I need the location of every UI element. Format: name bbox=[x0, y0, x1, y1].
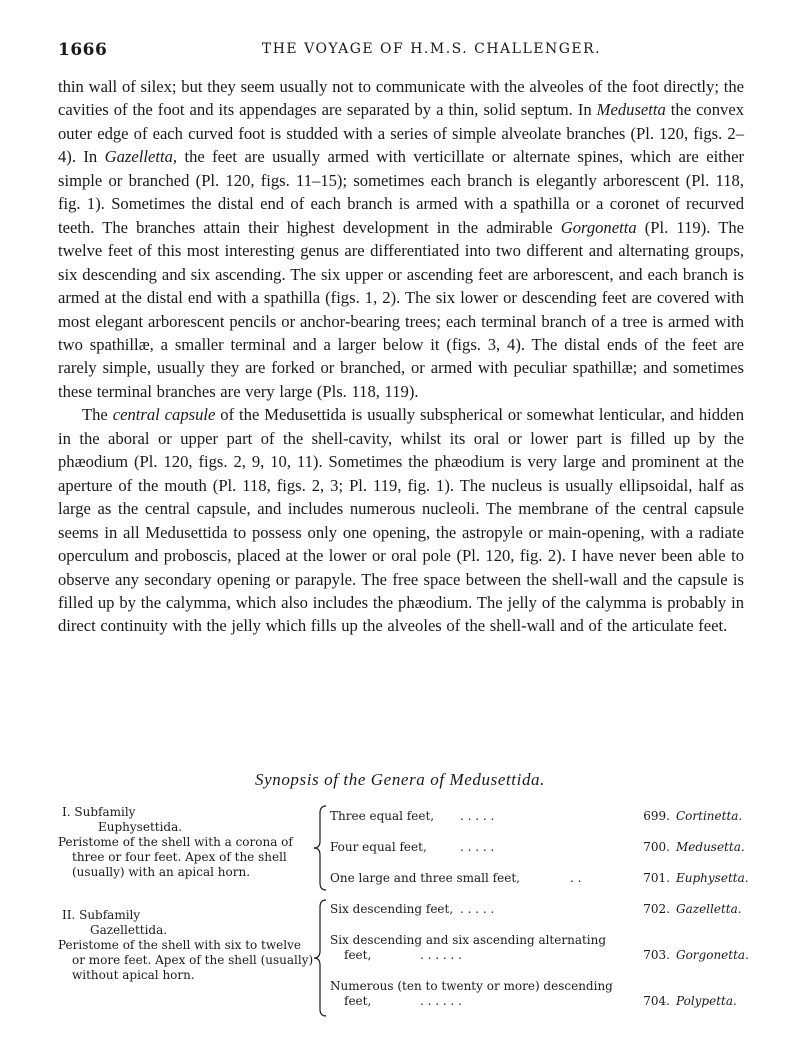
leader-dots: . . . . . bbox=[460, 840, 495, 854]
italic-term: central capsule bbox=[112, 405, 216, 425]
subfamily-description: (usually) with an apical horn. bbox=[72, 865, 251, 879]
paragraph-feet bbox=[58, 75, 744, 403]
page-number: 1666 bbox=[58, 40, 108, 60]
brace-left bbox=[312, 805, 330, 891]
subfamily-label: I. Subfamily bbox=[62, 805, 136, 819]
subfamily-description: Peristome of the shell with six to twelve bbox=[58, 938, 301, 952]
text-run: thin wall of silex; but they seem usually not to communicate with the alveoles of the foot directly; the cavities of the foot and its appendages are separated by a thin, solid septum. In bbox=[58, 77, 744, 120]
genus-name: Gorgonetta. bbox=[676, 948, 749, 962]
genus-name: Medusetta. bbox=[676, 840, 745, 854]
genus-feature: One large and three small feet, bbox=[330, 871, 520, 885]
text-run: of the Medusettida is usually subspherical or somewhat lenticular, and hidden in the aboral or upper part of the shell-cavity, whilst its oral or lower part is filled up by the phæodium (Pl. 120, figs. 2, 9, 10, 11). Sometimes the phæodium is very large and prominent at the aperture of the mouth (Pl. 118, figs. 2, 3; Pl. 119, fig. 1). The nucleus is usually ellipsoidal, half as large as the central capsule, and includes numerous nucleoli. The membrane of the central capsule seems in all Medusettida to possess only one opening, the astropyle or main-opening, with a radiate operculum and proboscis, placed at the lower or oral pole (Pl. 120, fig. 2). I have never been able to observe any secondary opening or parapyle. The free space between the shell-wall and the capsule is filled up by the calymma, which also includes the phæodium. The jelly of the calymma is probably in direct continuity with the jelly which fills up the alveoles of the shell-wall and of the articulate feet. bbox=[58, 405, 744, 636]
subfamily-gazellettida bbox=[58, 908, 316, 983]
genus-feature: Four equal feet, bbox=[330, 840, 427, 854]
genus-feature: feet, bbox=[344, 948, 372, 962]
synopsis-title: Synopsis of the Genera of Medusettida. bbox=[254, 770, 546, 789]
genus-row bbox=[330, 933, 750, 965]
genus-number: 702. bbox=[643, 902, 670, 916]
genus-name: Gazelletta. bbox=[676, 902, 742, 916]
brace-left bbox=[312, 899, 330, 1017]
subfamily-group-name: Gazellettida. bbox=[90, 923, 168, 937]
leader-dots: . . . . . . bbox=[420, 948, 462, 962]
synopsis-table bbox=[58, 803, 750, 1018]
genus-row bbox=[330, 979, 750, 1011]
page-header bbox=[58, 40, 745, 64]
italic-term: Medusetta bbox=[596, 100, 666, 120]
leader-dots: . . . . . bbox=[460, 902, 495, 916]
body-text bbox=[58, 75, 744, 638]
text-run: the convex outer edge of each curved foot is studded with a series of simple alveolate branches (Pl. 120, figs. 2–4). In bbox=[58, 100, 744, 167]
genus-name: Euphysetta. bbox=[676, 871, 749, 885]
paragraph-central-capsule bbox=[58, 403, 744, 638]
genus-feature: feet, bbox=[344, 994, 372, 1008]
subfamily-euphysettida bbox=[58, 805, 316, 880]
genus-name: Cortinetta. bbox=[676, 809, 743, 823]
subfamily-label: II. Subfamily bbox=[62, 908, 141, 922]
italic-term: Gazelletta bbox=[104, 147, 173, 167]
text-run: The bbox=[82, 405, 113, 425]
genus-name: Polypetta. bbox=[676, 994, 737, 1008]
genus-number: 703. bbox=[643, 948, 670, 962]
subfamily-description: without apical horn. bbox=[72, 968, 195, 982]
subfamily-description: or more feet. Apex of the shell (usually) bbox=[72, 953, 314, 967]
text-run: (Pl. 119). The twelve feet of this most interesting genus are differentiated into two different and alternating groups, six descending and six ascending. The six upper or ascending feet are arborescent, and each branch is armed at the distal end with a spathilla (figs. 1, 2). The six lower or descending feet are covered with most elegant arborescent pencils or anchor-bearing trees; each terminal branch of a tree is armed with two spathillæ, a smaller terminal and a larger below it (figs. 3, 4). The distal ends of the feet are rarely simple, usually they are forked or branched, or armed with peculiar spathillæ; and sometimes these terminal branches are very large (Pls. 118, 119). bbox=[58, 217, 745, 401]
genus-number: 699. bbox=[643, 809, 670, 823]
italic-term: Gorgonetta bbox=[560, 217, 637, 237]
subfamily-description: three or four feet. Apex of the shell bbox=[72, 850, 287, 864]
genus-number: 701. bbox=[643, 871, 670, 885]
genus-feature: Six descending and six ascending alternating bbox=[330, 933, 607, 947]
subfamily-group-name: Euphysettida. bbox=[98, 820, 183, 834]
genus-feature: Numerous (ten to twenty or more) descending bbox=[330, 979, 613, 993]
subfamily-description: Peristome of the shell with a corona of bbox=[58, 835, 293, 849]
leader-dots: . . bbox=[570, 871, 582, 885]
genus-feature: Three equal feet, bbox=[330, 809, 435, 823]
text-run: , the feet are usually armed with verticillate or alternate spines, which are either simple or branched (Pl. 120, figs. 11–15); sometimes each branch is elegantly arborescent (Pl. 118, fig. 1). Sometimes the distal end of each branch is armed with a spathilla or a coronet of recurved teeth. The branches attain their highest development in the admirable bbox=[58, 147, 744, 237]
genus-feature: Six descending feet, bbox=[330, 902, 454, 916]
leader-dots: . . . . . . bbox=[420, 994, 462, 1008]
genus-number: 704. bbox=[643, 994, 670, 1008]
genus-number: 700. bbox=[643, 840, 670, 854]
leader-dots: . . . . . bbox=[460, 809, 495, 823]
running-head: THE VOYAGE OF H.M.S. CHALLENGER. bbox=[261, 41, 602, 57]
